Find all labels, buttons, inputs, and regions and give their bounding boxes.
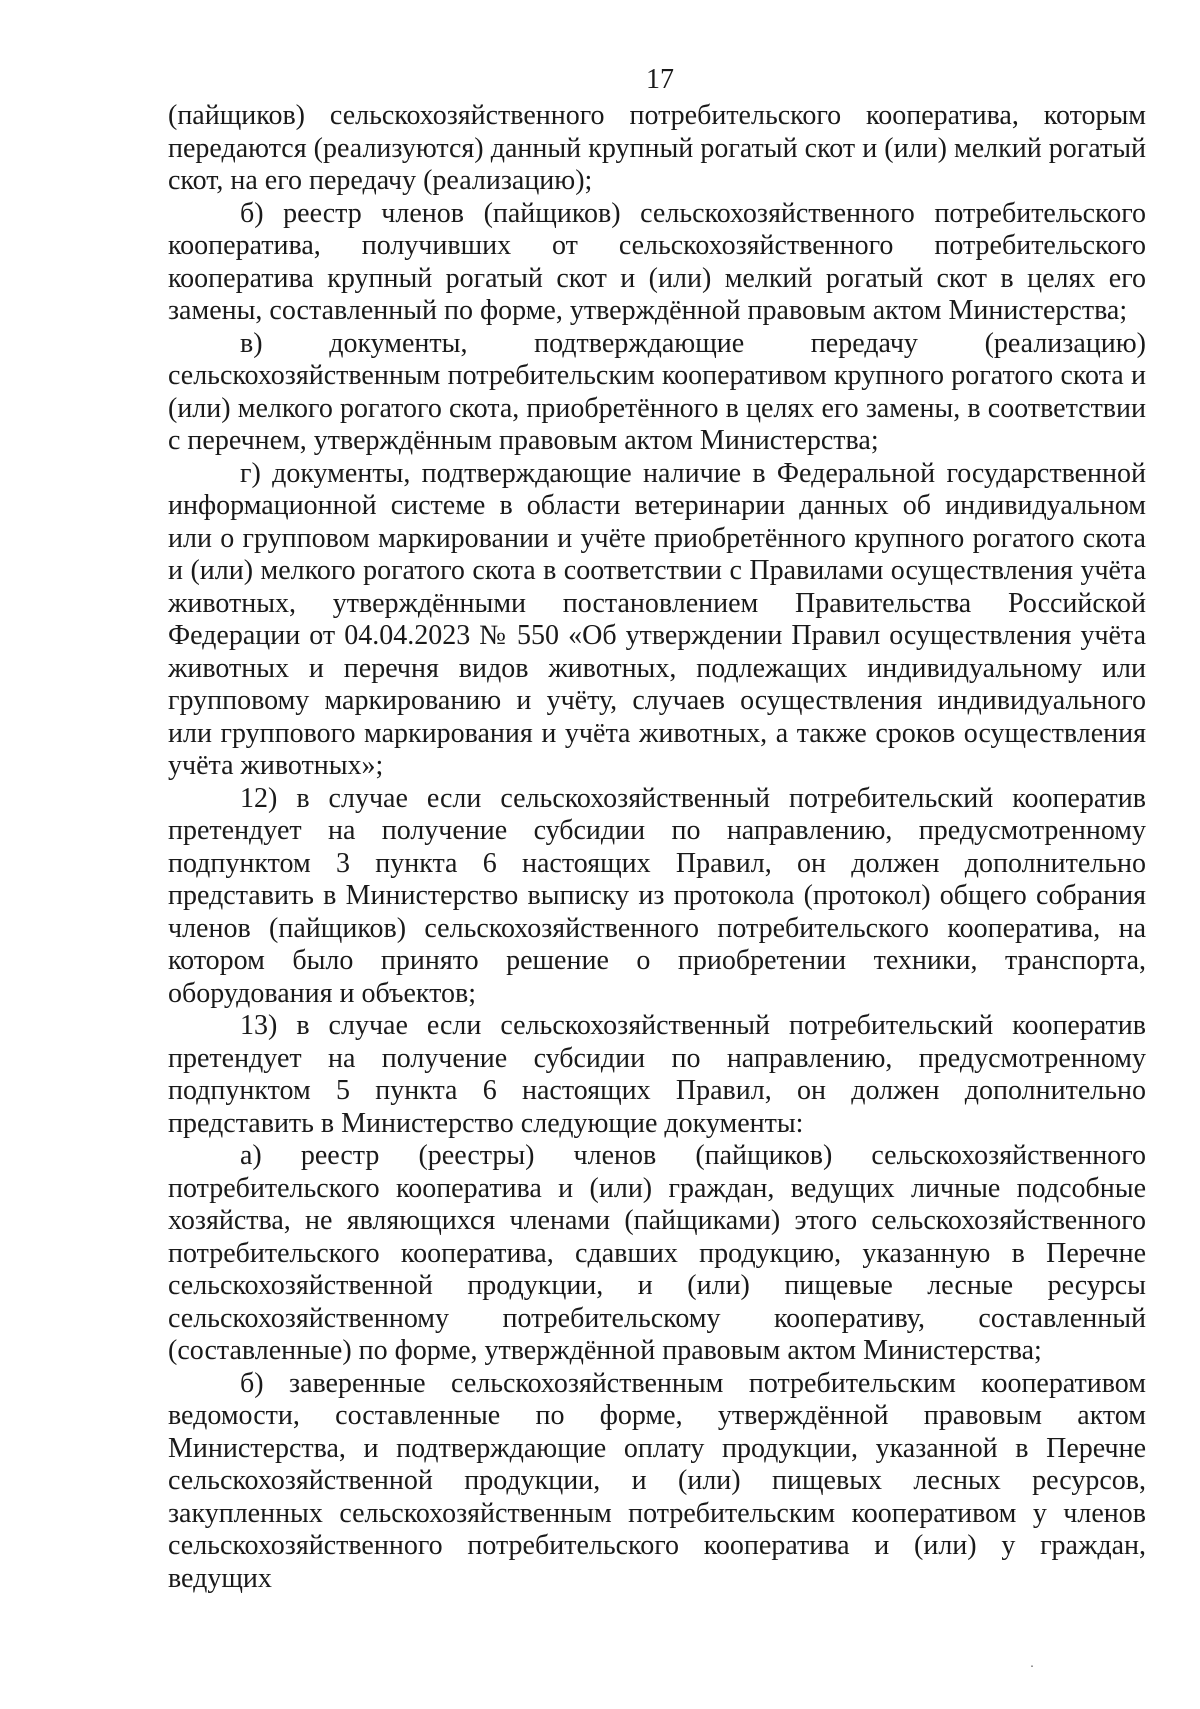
paragraph: 13) в случае если сельскохозяйственный потребительский кооператив претендует на получение субсидии по направлению, предусмотренному подпунктом 5 пункта 6 настоящих Правил, он должен дополнительно представить в Министерство следующие документы:: [168, 1010, 1146, 1139]
paragraph: а) реестр (реестры) членов (пайщиков) сельскохозяйственного потребительского кооператива и (или) граждан, ведущих личные подсобные хозяйства, не являющихся членами (пайщиками) этого сельскохозяйственного потребительского кооператива, сдавших продукцию, указанную в Перечне сельскохозяйственной продукции, и (или) пищевые лесные ресурсы сельскохозяйственному потребительскому кооперативу, составленный (составленные) по форме, утверждённой правовым актом Министерства;: [168, 1140, 1146, 1366]
paragraph: 12) в случае если сельскохозяйственный потребительский кооператив претендует на получение субсидии по направлению, предусмотренному подпунктом 3 пункта 6 настоящих Правил, он должен дополнительно представить в Министерство выписку из протокола (протокол) общего собрания членов (пайщиков) сельскохозяйственного потребительского кооператива, на котором было принято решение о приобретении техники, транспорта, оборудования и объектов;: [168, 782, 1146, 1009]
scan-speck: ․: [1030, 1656, 1035, 1670]
page-number: 17: [646, 64, 674, 95]
paragraph: г) документы, подтверждающие наличие в Федеральной государственной информационной системе в области ветеринарии данных об индивидуальном или о групповом маркировании и учёте приобретённого крупного рогатого скота и (или) мелкого рогатого скота в соответствии с Правилами осуществления учёта животных, утверждёнными постановлением Правительства Российской Федерации от 04.04.2023 № 550 «Об утверждении Правил осуществления учёта животных и перечня видов животных, подлежащих индивидуальному или групповому маркированию и учёту, случаев осуществления индивидуального или группового маркирования и учёта животных, а также сроков осуществления учёта животных»;: [168, 457, 1146, 781]
paragraph: б) заверенные сельскохозяйственным потребительским кооперативом ведомости, составленные по форме, утверждённой правовым актом Министерства, и подтверждающие оплату продукции, указанной в Перечне сельскохозяйственной продукции, и (или) пищевых лесных ресурсов, закупленных сельскохозяйственным потребительским кооперативом у членов сельскохозяйственного потребительского кооператива и (или) у граждан, ведущих: [168, 1367, 1146, 1594]
paragraph: б) реестр членов (пайщиков) сельскохозяйственного потребительского кооператива, получивших от сельскохозяйственного потребительского кооператива крупный рогатый скот и (или) мелкий рогатый скот в целях его замены, составленный по форме, утверждённой правовым актом Министерства;: [168, 197, 1146, 326]
paragraph: в) документы, подтверждающие передачу (реализацию) сельскохозяйственным потребительским кооперативом крупного рогатого скота и (или) мелкого рогатого скота, приобретённого в целях его замены, в соответствии с перечнем, утверждённым правовым актом Министерства;: [168, 327, 1146, 456]
paragraph: (пайщиков) сельскохозяйственного потребительского кооператива, которым передаются (реализуются) данный крупный рогатый скот и (или) мелкий рогатый скот, на его передачу (реализацию);: [168, 100, 1146, 196]
document-body: [168, 100, 1146, 1595]
